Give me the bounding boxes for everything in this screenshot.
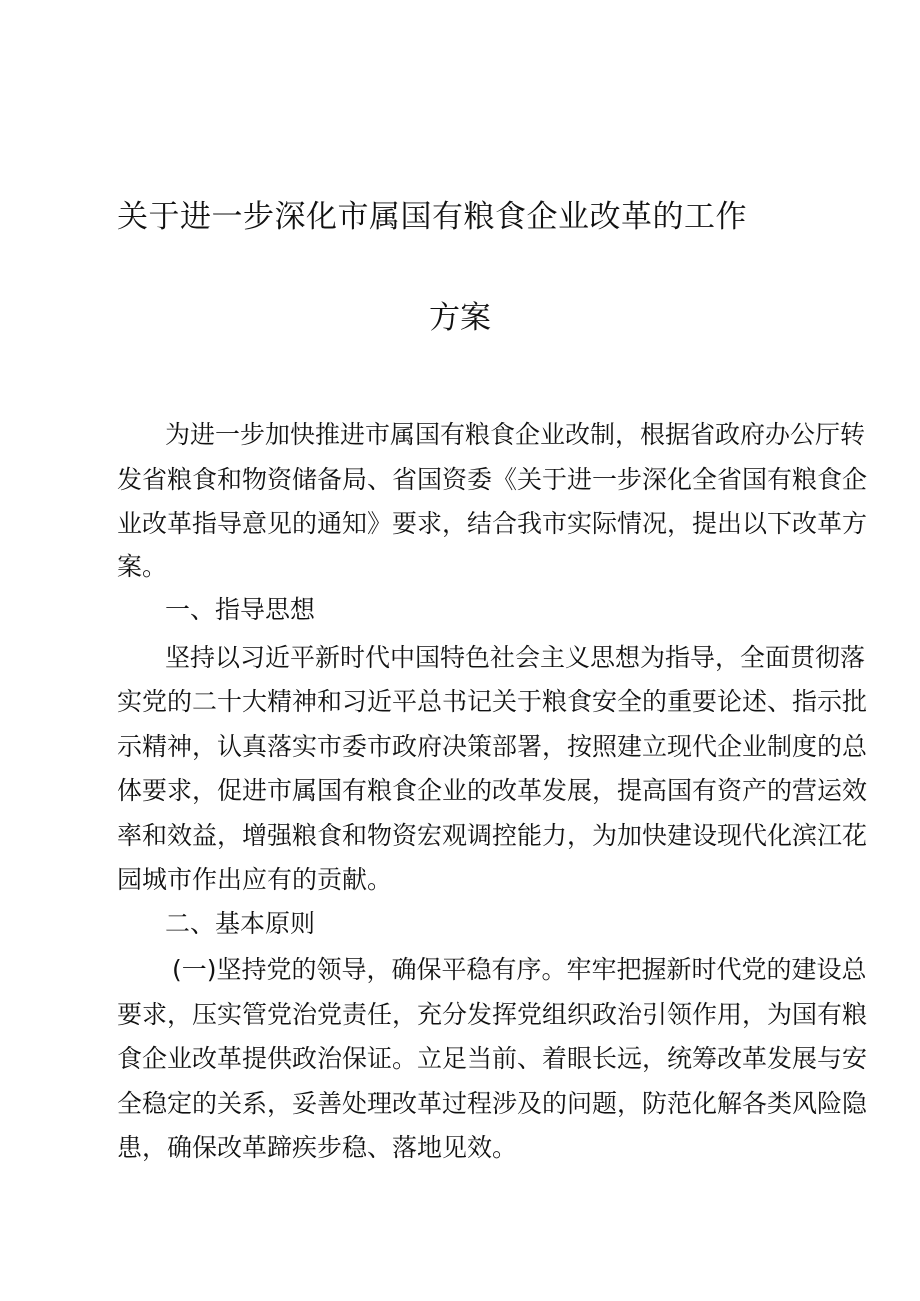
section-heading-basic-principles: 二、基本原则	[165, 909, 316, 938]
paragraph-intro-line: 业改革指导意见的通知》要求，结合我市实际情况，提出以下改革方	[117, 509, 868, 538]
paragraph-intro-line: 案。	[117, 552, 168, 581]
paragraph-guiding-line: 实党的二十大精神和习近平总书记关于粮食安全的重要论述、指示批	[117, 687, 868, 716]
paragraph-principle-line: 全稳定的关系，妥善处理改革过程涉及的问题，防范化解各类风险隐	[117, 1089, 868, 1118]
paragraph-principle-line: 食企业改革提供政治保证。立足当前、着眼长远，统筹改革发展与安	[117, 1044, 868, 1073]
paragraph-guiding-line: 坚持以习近平新时代中国特色社会主义思想为指导，全面贯彻落	[165, 643, 866, 672]
paragraph-guiding-line: 示精神，认真落实市委市政府决策部署，按照建立现代企业制度的总	[117, 732, 868, 761]
paragraph-principle-line: 要求，压实管党治党责任，充分发挥党组织政治引领作用，为国有粮	[117, 1000, 868, 1029]
paragraph-intro-line: 发省粮食和物资储备局、省国资委《关于进一步深化全省国有粮食企	[117, 465, 868, 494]
section-heading-guiding-ideology: 一、指导思想	[165, 595, 316, 624]
paragraph-principle-line: (一)坚持党的领导，确保平稳有序。牢牢把握新时代党的建设总	[172, 955, 867, 984]
paragraph-guiding-line: 体要求，促进市属国有粮食企业的改革发展，提高国有资产的营运效	[117, 776, 868, 805]
paragraph-guiding-line: 率和效益，增强粮食和物资宏观调控能力，为加快建设现代化滨江花	[117, 821, 868, 850]
document-title-continued: 方案	[429, 300, 491, 336]
paragraph-intro-line: 为进一步加快推进市属国有粮食企业改制，根据省政府办公厅转	[165, 420, 866, 449]
paragraph-guiding-line: 园城市作出应有的贡献。	[117, 865, 393, 894]
paragraph-principle-line: 患，确保改革蹄疾步稳、落地见效。	[117, 1133, 518, 1162]
document-title: 关于进一步深化市属国有粮食企业改革的工作	[117, 199, 747, 235]
